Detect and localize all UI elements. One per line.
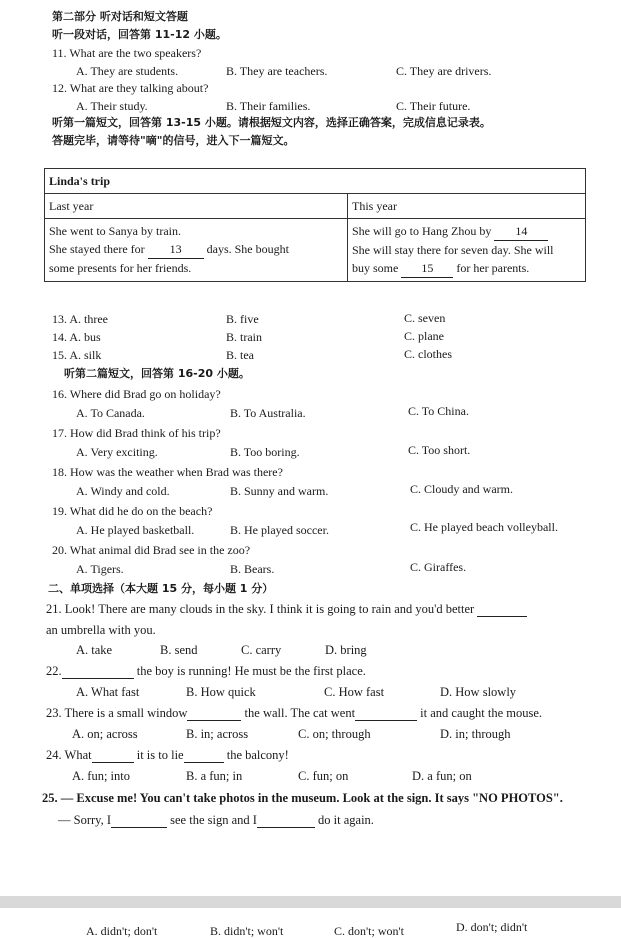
q23-option-b[interactable]: B. in; across (186, 727, 249, 741)
q11-option-a[interactable]: A. They are students. (76, 64, 179, 78)
q19-option-a[interactable]: A. He played basketball. (76, 523, 195, 537)
table-header-last-year: Last year (45, 194, 348, 219)
q14-option-c[interactable]: C. plane (404, 329, 444, 343)
q14-option-b[interactable]: B. train (226, 330, 262, 344)
q21-stem-line2: an umbrella with you. (46, 623, 156, 637)
q25-option-a[interactable]: A. didn't; don't (86, 924, 158, 938)
q23-stem (46, 706, 542, 721)
last-year-line-3: some presents for her friends. (49, 261, 192, 275)
blank-15[interactable]: 15 (401, 259, 453, 278)
table-title: Linda's trip (45, 169, 586, 194)
q16-option-c[interactable]: C. To China. (408, 404, 469, 418)
q24-option-c[interactable]: C. fun; on (298, 769, 349, 783)
q16-stem: 16. Where did Brad go on holiday? (52, 387, 221, 401)
passage1-instruction-2: 答题完毕，请等待"嘀"的信号，进入下一篇短文。 (52, 134, 295, 147)
q19-option-c[interactable]: C. He played beach volleyball. (410, 520, 558, 534)
q20-option-a[interactable]: A. Tigers. (76, 562, 124, 576)
q25-option-c[interactable]: C. don't; won't (334, 924, 404, 938)
q12-option-c[interactable]: C. Their future. (396, 99, 471, 113)
q25-text-2: see the sign and I (170, 813, 257, 827)
last-year-text-a: She stayed there for (49, 242, 145, 256)
this-year-line-3 (352, 259, 581, 278)
linda-trip-table (44, 168, 586, 282)
q17-option-c[interactable]: C. Too short. (408, 443, 471, 457)
q17-option-a[interactable]: A. Very exciting. (76, 445, 158, 459)
q24-text-3: the balcony! (226, 748, 289, 762)
q24-option-a[interactable]: A. fun; into (72, 769, 130, 783)
q21-option-c[interactable]: C. carry (241, 643, 282, 657)
q23-blank-1[interactable] (187, 706, 241, 721)
q18-option-b[interactable]: B. Sunny and warm. (230, 484, 329, 498)
table-cell-last-year (45, 219, 348, 282)
q22-option-c[interactable]: C. How fast (324, 685, 385, 699)
q23-text-1: 23. There is a small window (46, 706, 188, 720)
q23-option-a[interactable]: A. on; across (72, 727, 138, 741)
q13-option-a[interactable]: 13. A. three (52, 312, 108, 326)
q23-text-2: the wall. The cat went (244, 706, 356, 720)
q20-option-c[interactable]: C. Giraffes. (410, 560, 467, 574)
q24-blank-1[interactable] (92, 748, 134, 763)
part2-heading: 第二部分 听对话和短文答题 (52, 10, 188, 23)
q11-stem: 11. What are the two speakers? (52, 46, 202, 60)
page-gap-band (0, 896, 621, 908)
q24-stem (46, 748, 289, 763)
q14-option-a[interactable]: 14. A. bus (52, 330, 101, 344)
q23-option-d[interactable]: D. in; through (440, 727, 511, 741)
table-header-this-year: This year (348, 194, 586, 219)
q12-option-b[interactable]: B. Their families. (226, 99, 311, 113)
q21-stem-text: 21. Look! There are many clouds in the sky. I think it is going to rain and you'd better (46, 602, 475, 616)
q22-text: the boy is running! He must be the first place. (136, 664, 366, 678)
q25-option-d[interactable]: D. don't; didn't (456, 920, 528, 934)
q16-option-b[interactable]: B. To Australia. (230, 406, 306, 420)
q18-stem: 18. How was the weather when Brad was there? (52, 465, 283, 479)
q21-blank[interactable] (477, 602, 527, 617)
q22-stem (46, 664, 366, 679)
q21-option-d[interactable]: D. bring (325, 643, 367, 657)
q21-option-a[interactable]: A. take (76, 643, 113, 657)
last-year-line-2 (49, 240, 343, 259)
q13-option-c[interactable]: C. seven (404, 311, 446, 325)
q25-option-b[interactable]: B. didn't; won't (210, 924, 284, 938)
q17-option-b[interactable]: B. Too boring. (230, 445, 300, 459)
q25-text-1: — Sorry, I (58, 813, 112, 827)
passage1-instruction: 听第一篇短文，回答第 13-15 小题。请根据短文内容，选择正确答案，完成信息记录表。 (52, 116, 491, 129)
q16-option-a[interactable]: A. To Canada. (76, 406, 145, 420)
last-year-line-1: She went to Sanya by train. (49, 224, 181, 238)
q15-option-c[interactable]: C. clothes (404, 347, 452, 361)
q12-stem: 12. What are they talking about? (52, 81, 209, 95)
q25-blank-2[interactable] (257, 813, 315, 828)
q23-text-3: it and caught the mouse. (420, 706, 543, 720)
q11-option-c[interactable]: C. They are drivers. (396, 64, 492, 78)
q24-text-1: 24. What (46, 748, 92, 762)
q25-stem-line2 (58, 813, 374, 828)
q22-option-a[interactable]: A. What fast (76, 685, 140, 699)
q22-option-d[interactable]: D. How slowly (440, 685, 517, 699)
q18-option-a[interactable]: A. Windy and cold. (76, 484, 170, 498)
q23-blank-2[interactable] (355, 706, 417, 721)
blank-13[interactable]: 13 (148, 240, 204, 259)
dialog-instruction: 听一段对话，回答第 11-12 小题。 (52, 28, 227, 41)
q25-stem-line1: 25. — Excuse me! You can't take photos in the museum. Look at the sign. It says "NO PHOTOS". (42, 791, 563, 805)
q18-option-c[interactable]: C. Cloudy and warm. (410, 482, 513, 496)
this-year-text-a: She will go to Hang Zhou by (352, 224, 492, 238)
q13-option-b[interactable]: B. five (226, 312, 259, 326)
q21-option-b[interactable]: B. send (160, 643, 198, 657)
this-year-text-c: buy some (352, 261, 399, 275)
this-year-text-d: for her parents. (456, 261, 530, 275)
q24-blank-2[interactable] (184, 748, 224, 763)
q25-text-3: do it again. (318, 813, 374, 827)
q15-option-a[interactable]: 15. A. silk (52, 348, 102, 362)
q19-option-b[interactable]: B. He played soccer. (230, 523, 329, 537)
q24-option-b[interactable]: B. a fun; in (186, 769, 243, 783)
section2-heading: 二、单项选择（本大题 15 分，每小题 1 分） (48, 582, 274, 595)
q22-number: 22. (46, 664, 62, 678)
q25-blank-1[interactable] (111, 813, 167, 828)
q11-option-b[interactable]: B. They are teachers. (226, 64, 328, 78)
q22-blank[interactable] (62, 664, 134, 679)
q22-option-b[interactable]: B. How quick (186, 685, 256, 699)
q20-stem: 20. What animal did Brad see in the zoo? (52, 543, 251, 557)
this-year-line-1 (352, 222, 581, 241)
q21-stem-line1 (46, 602, 527, 617)
q24-option-d[interactable]: D. a fun; on (412, 769, 472, 783)
blank-14[interactable]: 14 (494, 222, 548, 241)
q23-option-c[interactable]: C. on; through (298, 727, 371, 741)
table-cell-this-year (348, 219, 586, 282)
passage2-instruction: 听第二篇短文，回答第 16-20 小题。 (64, 367, 250, 380)
this-year-line-2: She will stay there for seven day. She will (352, 243, 554, 257)
q24-text-2: it is to lie (136, 748, 184, 762)
q19-stem: 19. What did he do on the beach? (52, 504, 213, 518)
q15-option-b[interactable]: B. tea (226, 348, 254, 362)
last-year-text-b: days. She bought (206, 242, 289, 256)
q17-stem: 17. How did Brad think of his trip? (52, 426, 221, 440)
q20-option-b[interactable]: B. Bears. (230, 562, 275, 576)
q12-option-a[interactable]: A. Their study. (76, 99, 148, 113)
